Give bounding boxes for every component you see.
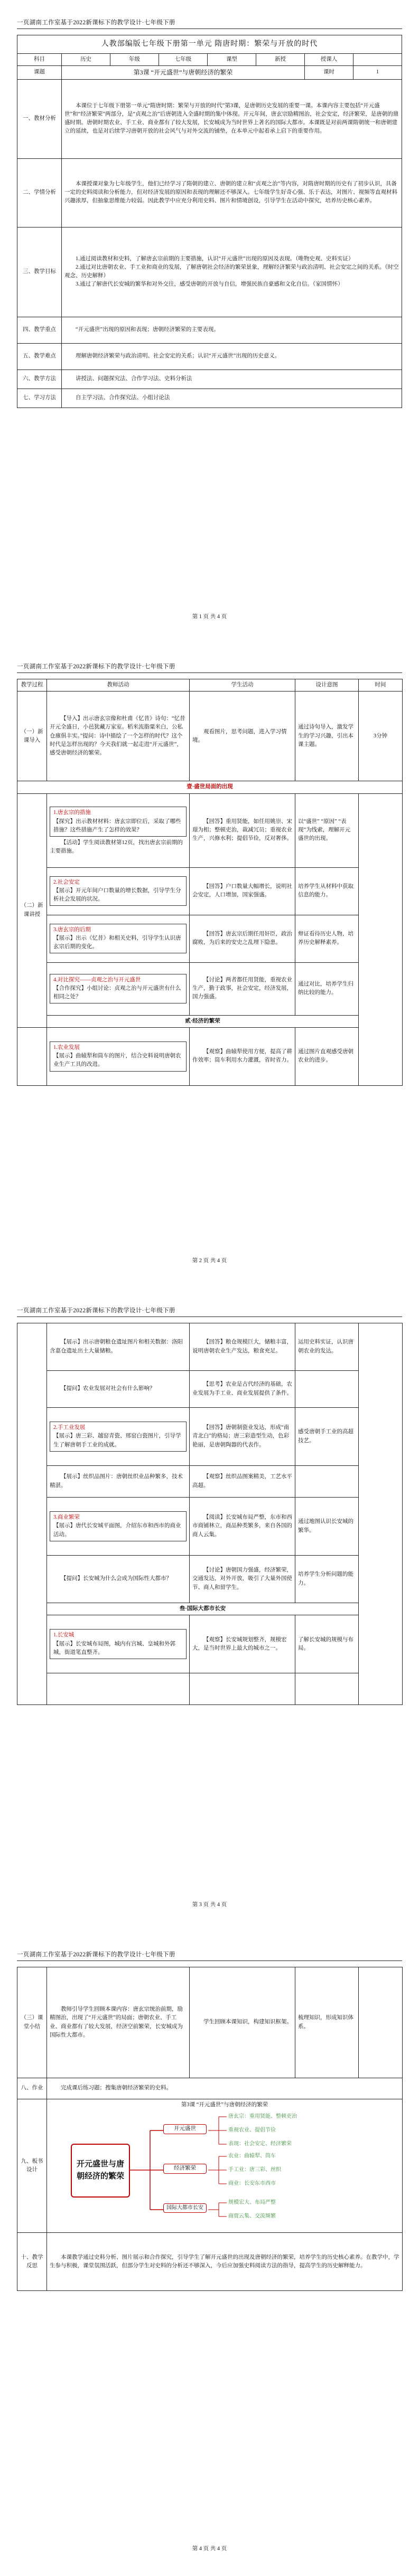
intro-label: （一）新课导入 (17, 692, 47, 781)
student-3: 【回答】唐玄宗后期任用奸臣，政治腐败，为后来的安史之乱埋下隐患。 (190, 915, 295, 962)
method-text: 讲授法、问题探究法、合作学习法、史料分析法 (62, 370, 402, 389)
goal-list (62, 227, 402, 317)
teacher-label: 授课人 (305, 53, 353, 65)
section-3-title: 叁·国际大都市长安 (47, 1603, 359, 1615)
analysis-text: 本课位于七年级下册第一单元“隋唐时期：繁荣与开放的时代”第3课，是唐朝历史发展的重要一课。本课内容主要包括“开元盛世”和“经济繁荣”两部分，是“贞观之治”后唐朝进入全盛时期的集中体现。开元年间，唐玄宗励精图治，社会安定，经济繁荣，是唐朝的鼎盛时期。唐朝时期农业、手工业、商业都有了较大发展，长安城成为当时世界上著名的国际大都市。本课既是对前两课隋朝统一和唐朝建立的延续，也是对后续学习唐朝开放的社会风气与对外交流的铺垫，在本单元中起着承上启下的重要作用。 (62, 79, 402, 158)
diff-text: 理解唐朝经济繁荣与政治清明、社会安定的关系；认识“开元盛世”出现的历史意义。 (62, 343, 402, 370)
topic-1-head: 1.唐玄宗的措施 (53, 810, 91, 816)
mind-map (50, 2109, 399, 2231)
goal-item-2: 2.通过对比唐朝农业、手工业和商业的发展，了解唐朝社会经济的繁荣景象，理解经济繁荣与政治清明、社会安定之间的关系。（时空观念、历史解释） (64, 264, 399, 279)
page-number: 第 3 页 共 4 页 (192, 1902, 227, 1908)
design-4: 通过对比，培养学生归纳比较的能力。 (295, 962, 359, 1015)
summary-time (359, 1967, 403, 2078)
board-branch-2: 经济繁荣 (163, 2164, 207, 2173)
learn-text: 自主学习法、合作探究法、小组讨论法 (62, 389, 402, 408)
p3-design-4 (295, 1466, 359, 1498)
design-5: 通过图片直观感受唐朝农业的进步。 (295, 1027, 359, 1085)
goal-label: 三、教学目标 (17, 227, 62, 317)
p3-student-3: 【回答】唐朝制瓷业发达，形成“南青北白”的格局；唐三彩造型生动，色彩艳丽，是唐朝陶器的代表作。 (190, 1408, 295, 1466)
page-header: 一页湖南工作室基于2022新课标下的教学设计·七年级下册 (17, 20, 175, 26)
head-design: 设计意图 (295, 679, 359, 692)
section-1-title: 壹·盛世局面的出现 (17, 781, 403, 793)
lesson-plan-table-4 (17, 1967, 403, 2291)
head-teacher: 教师活动 (47, 679, 190, 692)
p3-topic-3 (47, 1408, 190, 1466)
p3-empty-student (190, 1673, 295, 1705)
topic-3 (47, 915, 190, 962)
p3-teacher-1: 【展示】出示唐朝粮仓遗址图片和相关数据：洛阳含嘉仓遗址出土大量储粮。 (47, 1323, 190, 1371)
lesson-title: 第3课 “开元盛世”与唐朝经济的繁荣 (62, 65, 305, 79)
lesson-plan-table-2 (17, 679, 403, 1086)
p3-topic-5-head: 3.商业繁荣 (53, 1514, 80, 1521)
p3-empty-design (295, 1673, 359, 1705)
p3-design-2 (295, 1371, 359, 1408)
p3-teacher-4: 【展示】丝织品图片：唐朝丝织业品种繁多，技术精湛。 (47, 1466, 190, 1498)
design-3: 辩证看待历史人物，培养历史解释素养。 (295, 915, 359, 962)
board-branch-1: 开元盛世 (163, 2124, 207, 2134)
lesson-plan-table-3 (17, 1323, 403, 1705)
subject-value: 历史 (62, 53, 110, 65)
board-b1-item-2: 重视农业、提倡节俭 (228, 2127, 276, 2134)
page-2 (0, 644, 419, 1288)
board-root: 开元盛世与唐朝经济的繁荣 (71, 2144, 130, 2198)
student-1: 【回答】重用贤能，如任用姚崇、宋璟为相；整顿吏治，裁减冗员；重视农业生产，兴修水利；提倡节俭，反对奢侈。 (190, 793, 295, 867)
head-time: 时间 (359, 679, 403, 692)
summary-student: 学生回顾本课知识，构建知识框架。 (190, 1967, 295, 2078)
section-2-title: 贰·经济的繁荣 (47, 1015, 359, 1027)
topic-1-task: 【活动】学生阅读教材第12页，找出唐玄宗前期的主要措施。 (50, 840, 183, 855)
p3-student-4: 【观察】丝织品图案精美，工艺水平高超。 (190, 1466, 295, 1498)
summary-teacher: 教师引导学生回顾本课内容：唐玄宗统治前期，励精图治，出现了“开元盛世”的局面；唐朝农业、手工业、商业都有了较大发展，经济空前繁荣，长安城成为国际性大都市。 (47, 1967, 190, 2078)
topic-3-body: 【展示】出示《忆昔》和相关史料，引导学生认识唐玄宗后期的变化。 (53, 935, 181, 950)
topic-4-head: 4.对比探究——贞观之治与开元盛世 (53, 977, 141, 983)
p3-design-3: 感受唐朝手工业的高超技艺。 (295, 1408, 359, 1466)
p3-topic-7-body: 【展示】长安城布局图，城内有宫城、皇城和外郭城，街道笔直整齐。 (53, 1641, 175, 1655)
page-3 (0, 1288, 419, 1932)
p3-topic-7-head: 1.长安城 (53, 1632, 75, 1639)
method-label: 六、教学方法 (17, 370, 62, 389)
p3-student-5: 【阅读】长安城布局严整，东市和西市商铺林立，商品种类繁多，来自各国的商人云集。 (190, 1498, 295, 1556)
key-text: “开元盛世”出现的原因和表现；唐朝经济繁荣的主要表现。 (62, 317, 402, 343)
process-cell (17, 1323, 47, 1705)
topic-4 (47, 962, 190, 1015)
hours-label: 课时 (305, 65, 353, 79)
p3-time-cell (359, 1323, 403, 1705)
student-2: 【回答】户口数量大幅增长，说明社会安定，人口增加，国家强盛。 (190, 867, 295, 915)
p3-design-5: 通过地图认识长安城的繁华。 (295, 1498, 359, 1556)
p3-student-2: 【思考】农业是古代经济的基础，农业发展为手工业、商业发展提供了条件。 (190, 1371, 295, 1408)
subject-label: 科目 (17, 53, 62, 65)
goal-item-3: 3.通过了解唐代长安城的繁华和对外交往，感受唐朝的开放与自信，增强民族自豪感和文化自信。（家国情怀） (76, 281, 343, 288)
board-label: 九、板书设计 (17, 2099, 47, 2233)
grade-label: 年级 (110, 53, 159, 65)
main-label: （二）新课讲授 (17, 793, 47, 1027)
p3-design-7: 了解长安城的规模与布局。 (295, 1615, 359, 1673)
process-head-row (17, 679, 403, 692)
p3-student-6: 【讨论】唐朝国力强盛，经济繁荣，交通发达，对外开放，吸引了大量外国使节、商人和留学生。 (190, 1556, 295, 1603)
intro-teacher: 【导入】出示唐玄宗像和杜甫《忆昔》诗句：“忆昔开元全盛日，小邑犹藏万家室。稻米流脂粟米白，公私仓廪俱丰实。”提问：诗中描绘了一个怎样的时代？这个时代是怎样出现的？今天我们就一起走进“开元盛世”，感受唐朝经济的繁荣。 (47, 692, 190, 781)
p3-topic-3-head: 2.手工业发展 (53, 1425, 86, 1431)
student-text: 本课授课对象为七年级学生，他们已经学习了隋朝的建立、唐朝的建立和“贞观之治”等内容，对隋唐时期的历史有了初步认识，具备一定的史料阅读和分析能力，但对经济发展的原因和表现的理解还不够深入。七年级学生好奇心强、乐于表达，对图片、视频等直观材料兴趣浓厚，但抽象思维能力较弱。因此教学中应充分利用史料、图片和情境创设，引导学生在活动中探究，培养历史核心素养。 (62, 158, 402, 227)
summary-label: （三）课堂小结 (17, 1967, 47, 2078)
page-header: 一页湖南工作室基于2022新课标下的教学设计·七年级下册 (17, 1952, 175, 1958)
topic-5-head: 1.农业发展 (53, 1044, 80, 1050)
topic-4-body: 【合作探究】小组讨论：贞观之治与开元盛世有什么相同之处？ (53, 985, 181, 1000)
page-number: 第 2 页 共 4 页 (192, 1258, 227, 1264)
head-process: 教学过程 (17, 679, 47, 692)
topic-2-head: 2.社会安定 (53, 879, 80, 885)
design-1: 以“盛世” “原因” “表现”为线索，理解开元盛世的出现。 (295, 793, 359, 867)
board-b2-item-2: 手工业：唐三彩、丝织 (228, 2167, 281, 2173)
goal-item-1: 1.通过阅读教材和史料，了解唐玄宗前期的主要措施，认识“开元盛世”出现的原因及表现。（唯物史观、史料实证） (76, 255, 354, 262)
time-cell (359, 793, 403, 1085)
topic-2-body: 【展示】开元年间户口数量的增长数据，引导学生分析社会发展的状况。 (53, 887, 181, 903)
document-title: 人教部编版七年级下册第一单元 隋唐时期：繁荣与开放的时代 (17, 35, 402, 54)
p3-topic-5 (47, 1498, 190, 1556)
summary-design: 梳理知识，形成知识体系。 (295, 1967, 359, 2078)
info-row (17, 53, 402, 65)
page-header: 一页湖南工作室基于2022新课标下的教学设计·七年级下册 (17, 664, 175, 670)
board-b2-item-1: 农业：曲辕犁、筒车 (228, 2153, 276, 2160)
board-b3-item-2: 商贾云集、交流频繁 (228, 2213, 276, 2220)
type-value: 新授 (256, 53, 305, 65)
p3-teacher-6: 【提问】长安城为什么会成为国际性大都市？ (47, 1556, 190, 1603)
lesson-label: 课题 (17, 65, 62, 79)
intro-design: 通过诗句导入，激发学生的学习兴趣，引出本课主题。 (295, 692, 359, 781)
topic-1 (47, 793, 190, 867)
board-b3-item-1: 规模宏大、布局严整 (228, 2200, 276, 2206)
main-label-cont (17, 1027, 47, 1085)
intro-time: 3分钟 (359, 692, 403, 781)
key-label: 四、教学重点 (17, 317, 62, 343)
design-2: 培养学生从材料中获取信息的能力。 (295, 867, 359, 915)
board-b1-item-3: 表现：社会安定、经济繁荣 (228, 2141, 292, 2147)
p3-student-1: 【回答】粮仓规模巨大，储粮丰富，说明唐朝农业生产发达，粮食充足。 (190, 1323, 295, 1371)
p3-topic-5-body: 【展示】唐代长安城平面图，介绍东市和西市的商业活动。 (53, 1523, 181, 1538)
board-design (47, 2099, 403, 2233)
student-label: 二、学情分析 (17, 158, 62, 227)
topic-1-body: 【探究】出示教材材料：唐玄宗即位后，采取了哪些措施？这些措施产生了怎样的效果？ (53, 818, 181, 833)
board-branch-3: 国际大都市长安 (163, 2203, 207, 2213)
page-number: 第 1 页 共 4 页 (192, 614, 227, 620)
topic-5-body: 【展示】曲辕犁和筒车的图片，结合史料说明唐朝农业生产工具的改进。 (53, 1053, 181, 1068)
diff-label: 五、教学难点 (17, 343, 62, 370)
analysis-label: 一、教材分析 (17, 79, 62, 158)
teacher-value (353, 53, 402, 65)
student-4: 【讨论】两者都任用贤能，重视农业生产，勤于政事，社会安定，经济发展，国力强盛。 (190, 962, 295, 1015)
page-number: 第 4 页 共 4 页 (192, 2546, 227, 2552)
grade-value: 七年级 (159, 53, 208, 65)
board-b1-item-1: 唐玄宗：重用贤能、整顿吏治 (228, 2114, 297, 2120)
homework-label: 八、作业 (17, 2078, 47, 2099)
reflection-text: 本课教学通过史料分析、图片展示和合作探究，引导学生了解开元盛世的出现及唐朝经济的繁荣，培养学生的历史核心素养。在教学中，学生参与积极，课堂氛围活跃，但部分学生对史料的分析还不够深入，今后应加强史料阅读方法的指导，提高学生的历史解释能力。 (47, 2233, 403, 2291)
type-label: 课型 (208, 53, 256, 65)
student-5: 【观察】曲辕犁使用方便，提高了耕作效率；筒车利用水力灌溉，省时省力。 (190, 1027, 295, 1085)
board-b2-item-3: 商业：长安东市西市 (228, 2181, 276, 2187)
p3-topic-3-body: 【展示】唐三彩、越窑青瓷、邢窑白瓷图片，引导学生了解唐朝手工业的成就。 (53, 1433, 181, 1448)
page-header: 一页湖南工作室基于2022新课标下的教学设计·七年级下册 (17, 1308, 175, 1314)
intro-student: 观看图片，思考问题，进入学习情境。 (190, 692, 295, 781)
p3-student-7: 【观察】长安城规划整齐，规模宏大，是当时世界上最大的城市之一。 (190, 1615, 295, 1673)
topic-3-head: 3.唐玄宗的后期 (53, 926, 91, 933)
hours-value: 1 (353, 65, 402, 79)
page-1 (0, 0, 419, 644)
p3-design-6: 培养学生分析问题的能力。 (295, 1556, 359, 1603)
homework-text: 完成课后练习题；搜集唐朝经济繁荣的史料。 (47, 2078, 403, 2099)
reflection-label: 十、教学反思 (17, 2233, 47, 2291)
p3-empty-teacher (47, 1673, 190, 1705)
lesson-plan-table-1 (17, 35, 402, 408)
topic-5 (47, 1027, 190, 1085)
learn-label: 七、学习方法 (17, 389, 62, 408)
board-caption: 第3课 “开元盛世”与唐朝经济的繁荣 (181, 2102, 268, 2108)
lesson-row (17, 65, 402, 79)
head-student: 学生活动 (190, 679, 295, 692)
p3-teacher-2: 【提问】农业发展对社会有什么影响？ (47, 1371, 190, 1408)
p3-design-1: 运用史料实证，认识唐朝农业的发达。 (295, 1323, 359, 1371)
p3-topic-7 (47, 1615, 190, 1673)
topic-2 (47, 867, 190, 915)
page-4 (0, 1932, 419, 2576)
